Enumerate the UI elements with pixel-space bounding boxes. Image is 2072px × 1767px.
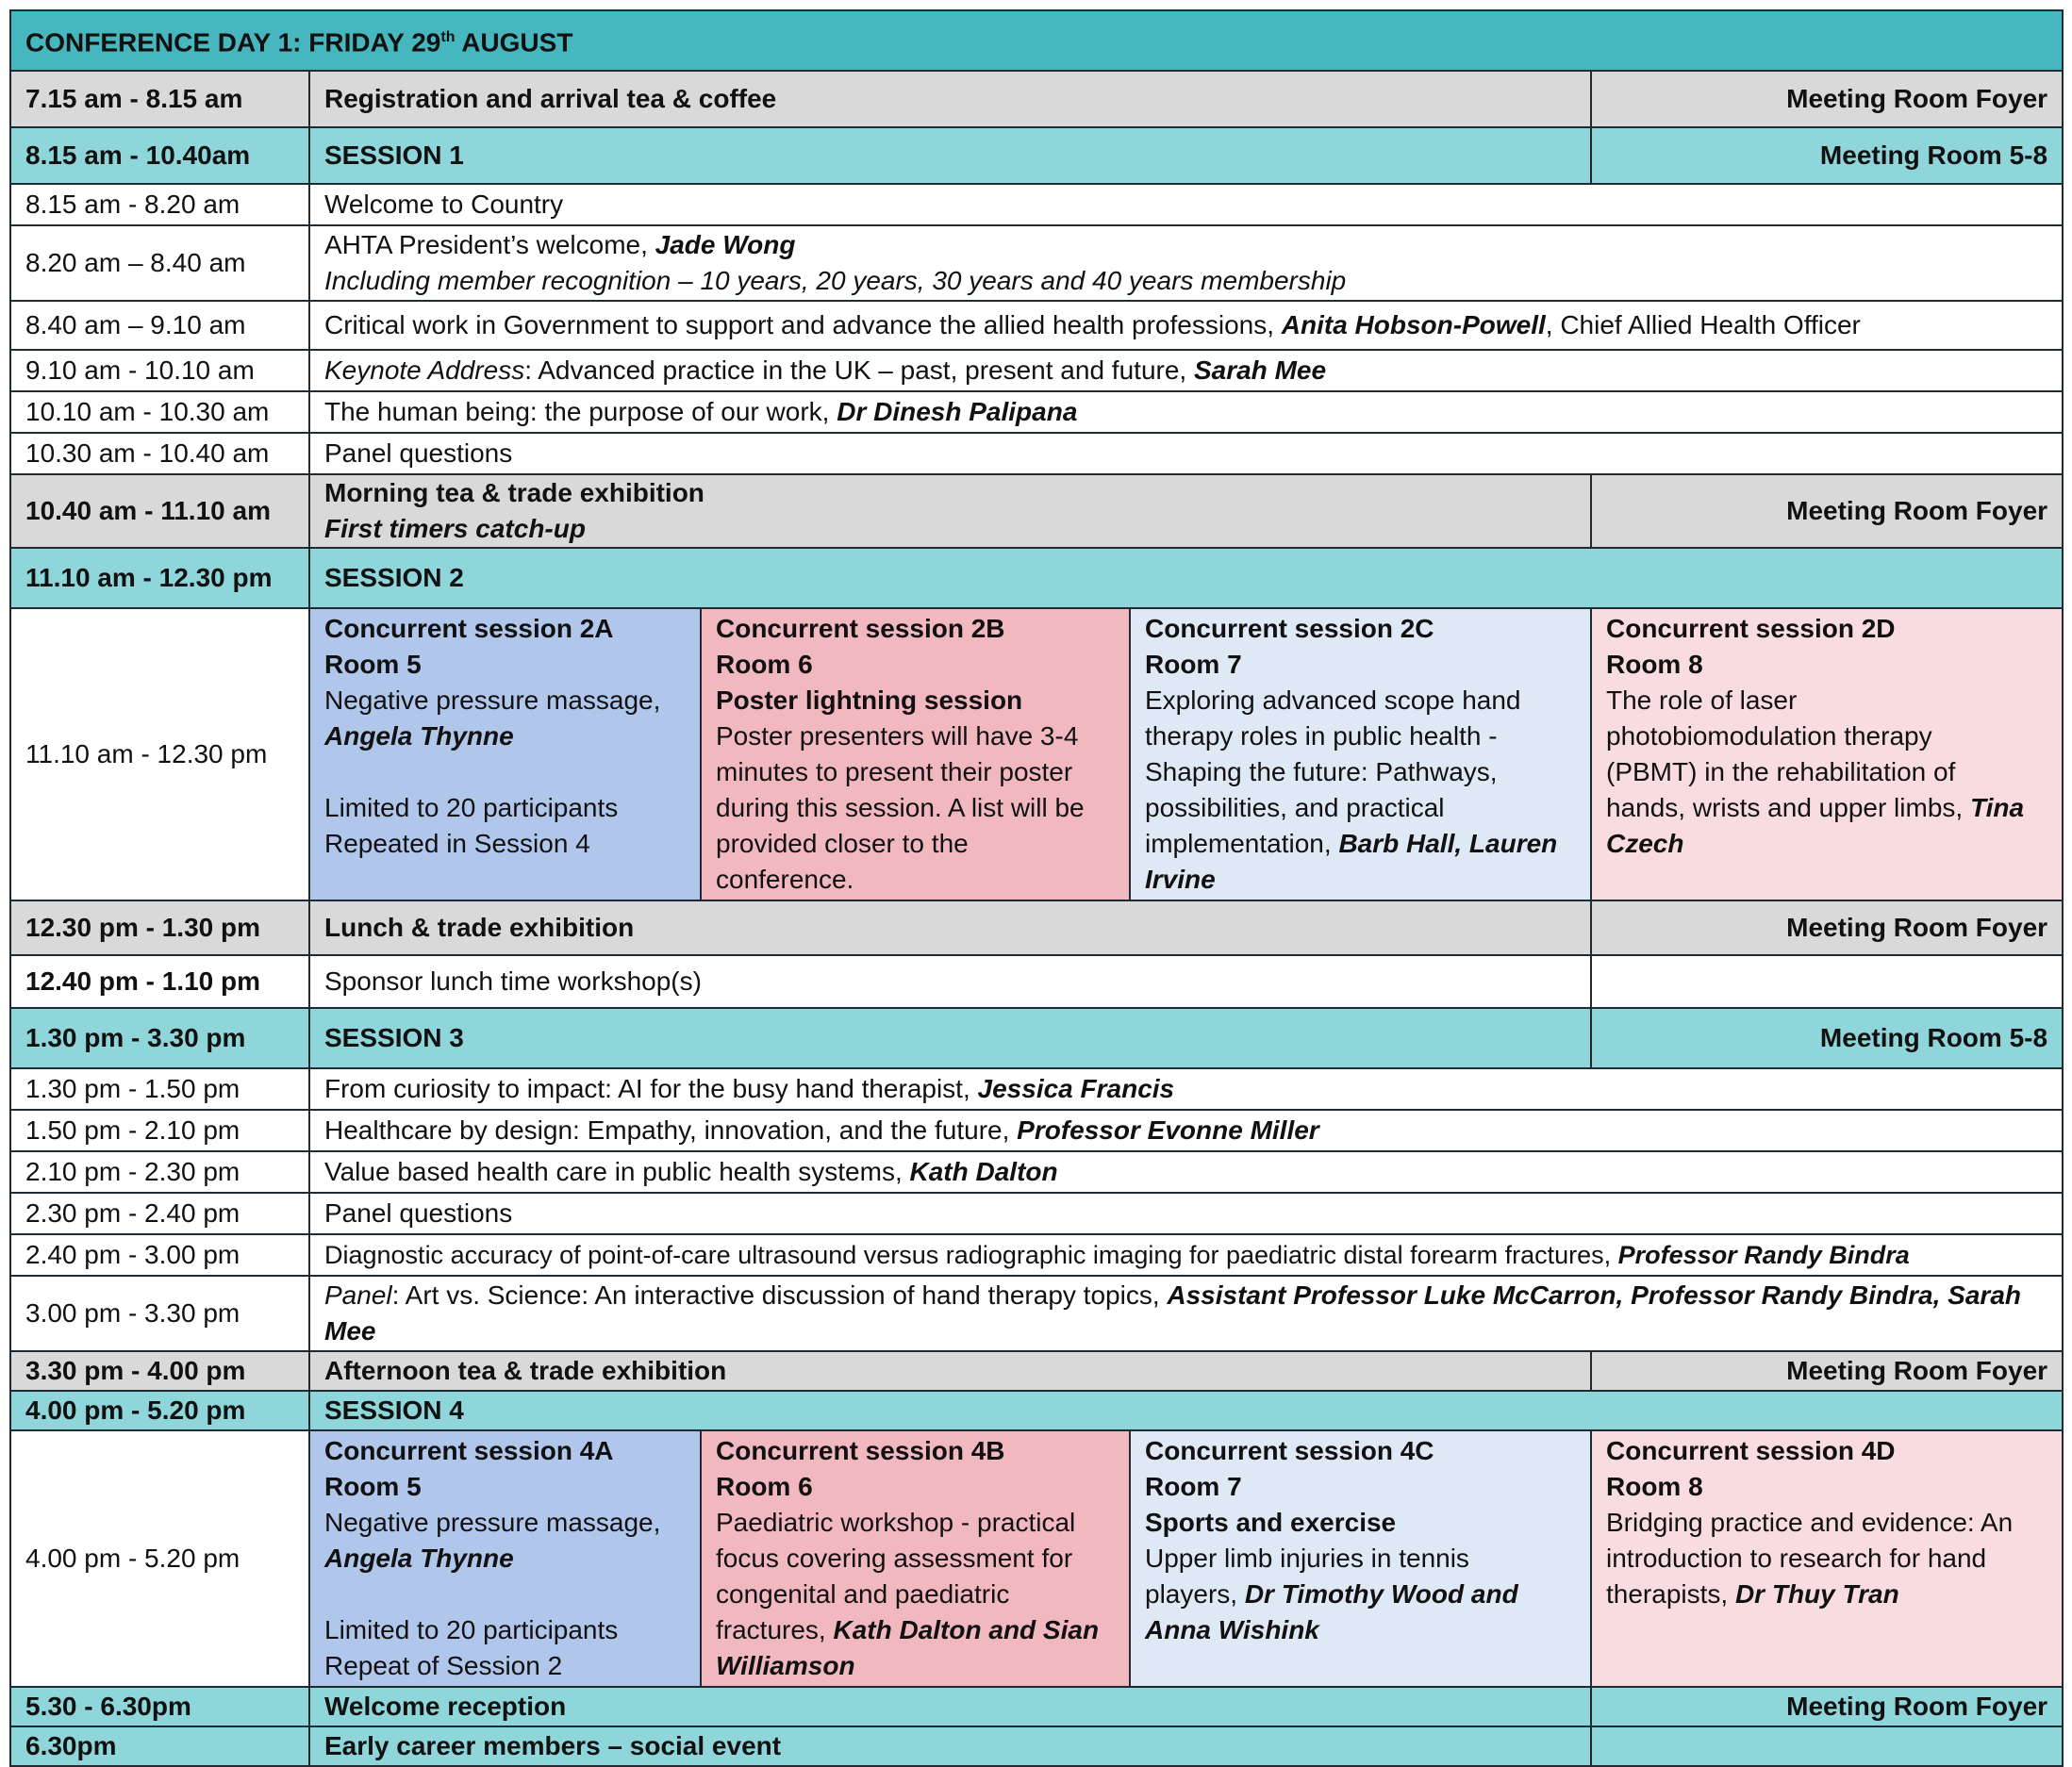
speaker-name: Dr Thuy Tran: [1734, 1579, 1899, 1609]
speaker-name: Anna Wishink: [1145, 1615, 1319, 1644]
time-cell: 5.30 - 6.30pm: [10, 1687, 309, 1726]
event-cell: Critical work in Government to support and advance the allied health professions, Anita Hobson-Powell, Chief Allied Health Officer: [309, 301, 2063, 350]
day-title-row: [10, 10, 2063, 71]
time-cell: 4.00 pm - 5.20 pm: [10, 1430, 309, 1687]
room-cell: Meeting Room Foyer: [1591, 1351, 2063, 1391]
room-cell: Meeting Room Foyer: [1591, 900, 2063, 955]
schedule-row: [10, 350, 2063, 391]
schedule-row: [10, 433, 2063, 474]
time-cell: 8.40 am – 9.10 am: [10, 301, 309, 350]
concurrent-session-2a: Concurrent session 2A Room 5 Negative pressure massage, Angela Thynne Limited to 20 participants Repeated in Session 4: [309, 608, 701, 900]
time-cell: 10.30 am - 10.40 am: [10, 433, 309, 474]
schedule-row: [10, 1276, 2063, 1351]
speaker-name: Dr Dinesh Palipana: [837, 397, 1078, 426]
concurrent-sessions-row: [10, 608, 2063, 900]
event-cell: Morning tea & trade exhibition First timers catch-up: [309, 474, 1591, 548]
speaker-name: Dr Timothy Wood and: [1244, 1579, 1518, 1609]
concurrent-session-2d: Concurrent session 2D Room 8 The role of laser photobiomodulation therapy (PBMT) in the rehabilitation of hands, wrists and upper limbs, Tina Czech: [1591, 608, 2063, 900]
time-cell: 12.30 pm - 1.30 pm: [10, 900, 309, 955]
event-cell: Welcome reception: [309, 1687, 1591, 1726]
time-cell: 8.15 am - 8.20 am: [10, 184, 309, 225]
event-cell: Early career members – social event: [309, 1726, 1591, 1766]
room-cell: [1591, 955, 2063, 1008]
speaker-name: Anita Hobson-Powell: [1281, 310, 1546, 339]
event-cell: AHTA President’s welcome, Jade Wong Including member recognition – 10 years, 20 years, 30 years and 40 years membership: [309, 225, 2063, 301]
time-cell: 1.30 pm - 1.50 pm: [10, 1068, 309, 1110]
event-cell: Lunch & trade exhibition: [309, 900, 1591, 955]
speaker-name: Assistant Professor Luke McCarron, Professor Randy Bindra, Sarah Mee: [324, 1280, 2021, 1346]
speaker-name: Professor Randy Bindra: [1617, 1241, 1910, 1269]
event-cell: Afternoon tea & trade exhibition: [309, 1351, 1591, 1391]
session-title: SESSION 1: [309, 127, 1591, 184]
event-cell: Panel questions: [309, 1193, 2063, 1234]
schedule-row: [10, 1726, 2063, 1766]
event-subtext: Including member recognition – 10 years, 20 years, 30 years and 40 years membership: [324, 266, 1347, 295]
schedule-row: [10, 1234, 2063, 1276]
time-cell: 4.00 pm - 5.20 pm: [10, 1391, 309, 1430]
event-cell: Welcome to Country: [309, 184, 2063, 225]
session-header-row: [10, 127, 2063, 184]
speaker-name: Williamson: [716, 1651, 855, 1680]
concurrent-session-4b: Concurrent session 4B Room 6 Paediatric workshop - practical focus covering assessment for congenital and paediatric fractures, Kath Dalton and Sian Williamson: [701, 1430, 1130, 1687]
concurrent-sessions-row: [10, 1430, 2063, 1687]
schedule-row: [10, 1193, 2063, 1234]
schedule-row: [10, 1687, 2063, 1726]
session-header-row: [10, 548, 2063, 608]
time-cell: 11.10 am - 12.30 pm: [10, 548, 309, 608]
speaker-name: Angela Thynne: [324, 1544, 514, 1573]
event-cell: Registration and arrival tea & coffee: [309, 71, 1591, 127]
time-cell: 8.15 am - 10.40am: [10, 127, 309, 184]
concurrent-session-4d: Concurrent session 4D Room 8 Bridging practice and evidence: An introduction to research for hand therapists, Dr Thuy Tran: [1591, 1430, 2063, 1687]
session-header-row: [10, 1391, 2063, 1430]
room-cell: Meeting Room Foyer: [1591, 71, 2063, 127]
concurrent-session-4c: Concurrent session 4C Room 7 Sports and exercise Upper limb injuries in tennis players, Dr Timothy Wood and Anna Wishink: [1130, 1430, 1591, 1687]
room-cell: [1591, 1726, 2063, 1766]
speaker-name: Professor Evonne Miller: [1017, 1115, 1319, 1145]
time-cell: 6.30pm: [10, 1726, 309, 1766]
event-cell: Panel: Art vs. Science: An interactive discussion of hand therapy topics, Assistant Professor Luke McCarron, Professor Randy Bindra, Sarah Mee: [309, 1276, 2063, 1351]
day-title: CONFERENCE DAY 1: FRIDAY 29th AUGUST: [10, 10, 2063, 71]
schedule-row: [10, 900, 2063, 955]
speaker-name: Angela Thynne: [324, 721, 514, 751]
schedule-row: [10, 184, 2063, 225]
speaker-name: Sarah Mee: [1193, 355, 1327, 385]
session-title: SESSION 2: [309, 548, 2063, 608]
time-cell: 8.20 am – 8.40 am: [10, 225, 309, 301]
time-cell: 2.40 pm - 3.00 pm: [10, 1234, 309, 1276]
schedule-row: [10, 1351, 2063, 1391]
concurrent-session-4a: Concurrent session 4A Room 5 Negative pressure massage, Angela Thynne Limited to 20 participants Repeat of Session 2: [309, 1430, 701, 1687]
room-cell: Meeting Room Foyer: [1591, 1687, 2063, 1726]
concurrent-session-2b: Concurrent session 2B Room 6 Poster lightning session Poster presenters will have 3-4 minutes to present their poster during this session. A list will be provided closer to the conference.: [701, 608, 1130, 900]
event-cell: Sponsor lunch time workshop(s): [309, 955, 1591, 1008]
time-cell: 3.00 pm - 3.30 pm: [10, 1276, 309, 1351]
time-cell: 10.10 am - 10.30 am: [10, 391, 309, 433]
event-cell: From curiosity to impact: AI for the busy hand therapist, Jessica Francis: [309, 1068, 2063, 1110]
schedule-table: [9, 9, 2064, 1767]
schedule-row: [10, 301, 2063, 350]
time-cell: 1.50 pm - 2.10 pm: [10, 1110, 309, 1151]
speaker-name: Kath Dalton: [909, 1157, 1058, 1186]
speaker-name: Jade Wong: [655, 230, 796, 259]
time-cell: 3.30 pm - 4.00 pm: [10, 1351, 309, 1391]
time-cell: 9.10 am - 10.10 am: [10, 350, 309, 391]
speaker-name: Kath Dalton and Sian: [833, 1615, 1100, 1644]
time-cell: 1.30 pm - 3.30 pm: [10, 1008, 309, 1068]
event-cell: Panel questions: [309, 433, 2063, 474]
schedule-row: [10, 71, 2063, 127]
schedule-row: [10, 955, 2063, 1008]
concurrent-session-2c: Concurrent session 2C Room 7 Exploring advanced scope hand therapy roles in public health - Shaping the future: Pathways, possibilities, and practical implementation, Barb Hall, Lauren Irvine: [1130, 608, 1591, 900]
schedule-row: [10, 1068, 2063, 1110]
room-cell: Meeting Room 5-8: [1591, 1008, 2063, 1068]
schedule-row: [10, 391, 2063, 433]
session-title: SESSION 4: [309, 1391, 2063, 1430]
speaker-name: Barb Hall, Lauren: [1338, 829, 1558, 858]
session-header-row: [10, 1008, 2063, 1068]
event-subtext: First timers catch-up: [324, 514, 586, 543]
room-cell: Meeting Room 5-8: [1591, 127, 2063, 184]
time-cell: 12.40 pm - 1.10 pm: [10, 955, 309, 1008]
speaker-name: Tina: [1969, 793, 2025, 822]
program-schedule: [9, 9, 2062, 1767]
schedule-row: [10, 225, 2063, 301]
session-title: SESSION 3: [309, 1008, 1591, 1068]
room-cell: Meeting Room Foyer: [1591, 474, 2063, 548]
event-cell: Keynote Address: Advanced practice in the UK – past, present and future, Sarah Mee: [309, 350, 2063, 391]
speaker-name: Czech: [1606, 829, 1684, 858]
speaker-name: Jessica Francis: [977, 1074, 1175, 1103]
time-cell: 2.10 pm - 2.30 pm: [10, 1151, 309, 1193]
event-cell: Diagnostic accuracy of point-of-care ultrasound versus radiographic imaging for paediatric distal forearm fractures, Professor Randy Bindra: [309, 1234, 2063, 1276]
event-cell: Value based health care in public health systems, Kath Dalton: [309, 1151, 2063, 1193]
schedule-row: [10, 1151, 2063, 1193]
time-cell: 11.10 am - 12.30 pm: [10, 608, 309, 900]
speaker-name: Irvine: [1145, 865, 1216, 894]
schedule-row: [10, 1110, 2063, 1151]
time-cell: 2.30 pm - 2.40 pm: [10, 1193, 309, 1234]
event-cell: The human being: the purpose of our work, Dr Dinesh Palipana: [309, 391, 2063, 433]
event-cell: Healthcare by design: Empathy, innovation, and the future, Professor Evonne Miller: [309, 1110, 2063, 1151]
schedule-row: [10, 474, 2063, 548]
time-cell: 7.15 am - 8.15 am: [10, 71, 309, 127]
time-cell: 10.40 am - 11.10 am: [10, 474, 309, 548]
